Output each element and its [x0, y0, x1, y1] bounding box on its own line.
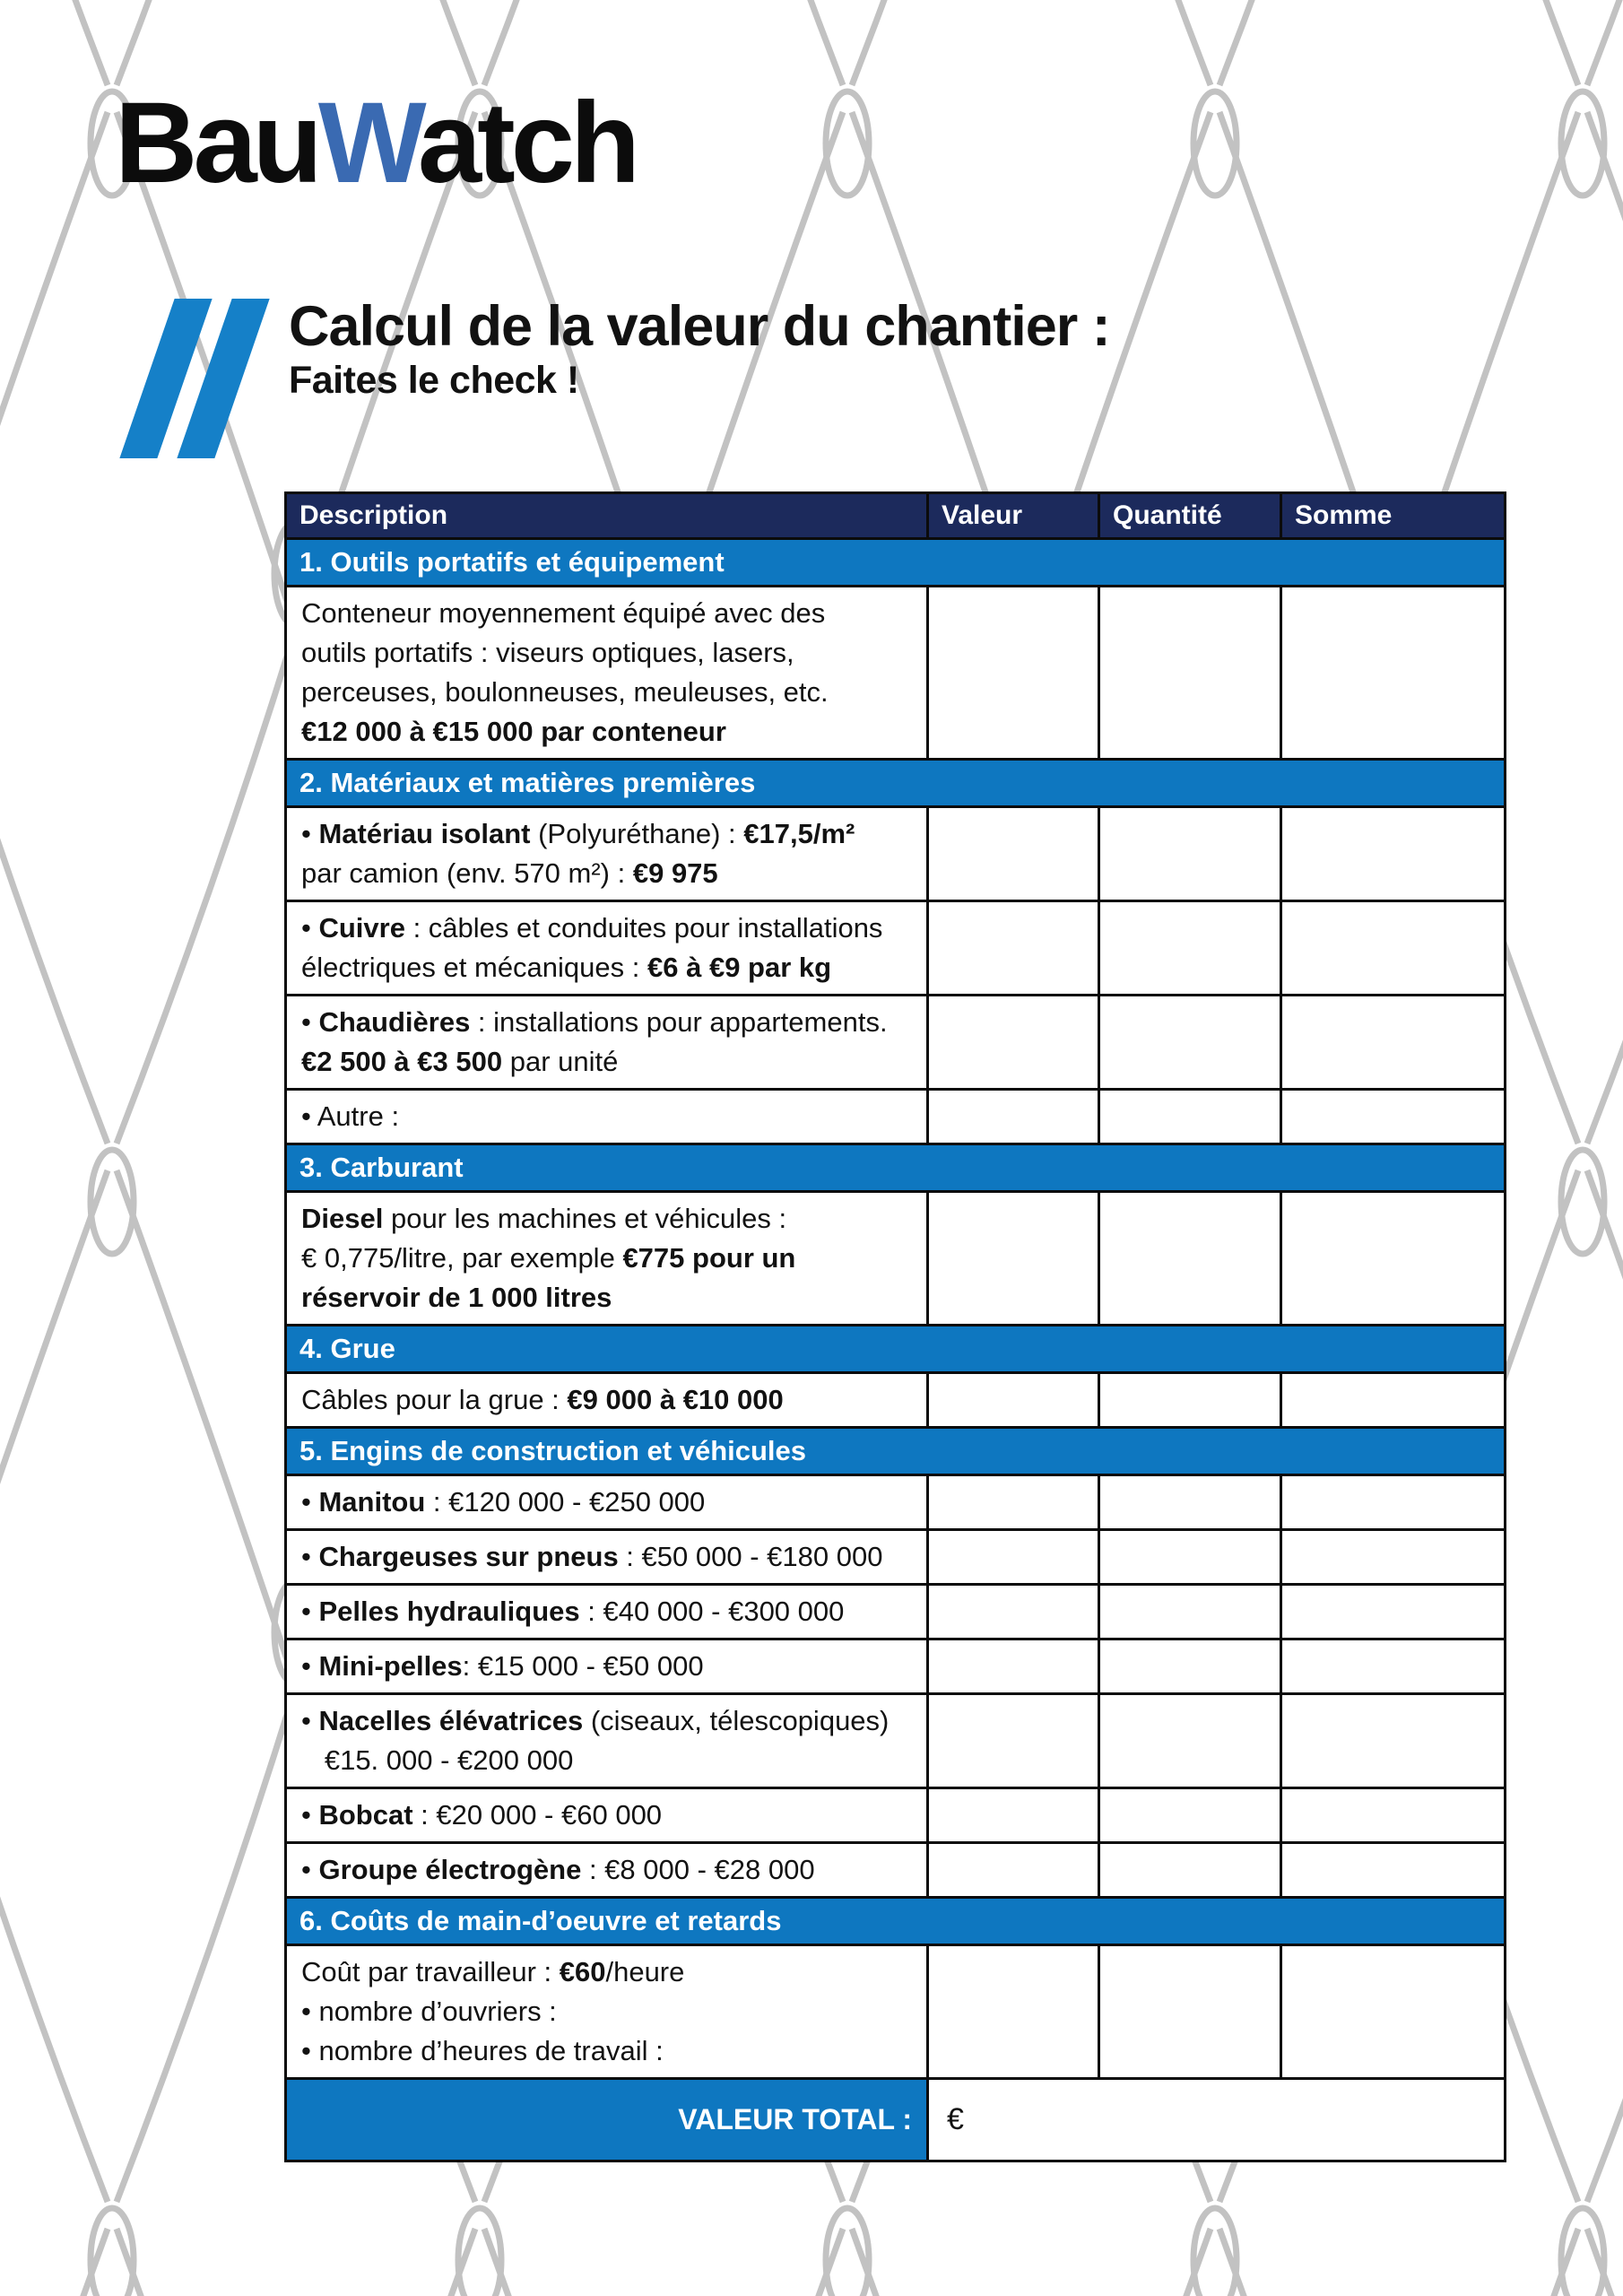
total-value-cell: € — [928, 2079, 1506, 2161]
section-title: 3. Carburant — [286, 1144, 1506, 1192]
description-cell: • Nacelles élévatrices (ciseaux, télescopiques) €15. 000 - €200 000 — [286, 1694, 928, 1788]
quantite-cell — [1099, 1843, 1281, 1898]
total-label-cell: VALEUR TOTAL : — [286, 2079, 928, 2161]
quantite-cell — [1099, 1530, 1281, 1585]
section-header-row — [286, 760, 1506, 807]
somme-cell — [1281, 901, 1506, 996]
somme-cell — [1281, 807, 1506, 901]
table-row — [286, 1192, 1506, 1326]
title-block — [289, 296, 1110, 403]
table-row — [286, 807, 1506, 901]
somme-cell — [1281, 1530, 1506, 1585]
table-body — [286, 539, 1506, 2161]
table-row — [286, 1843, 1506, 1898]
description-cell: • Mini-pelles: €15 000 - €50 000 — [286, 1639, 928, 1694]
description-cell: • Matériau isolant (Polyuréthane) : €17,5/m² par camion (env. 570 m²) : €9 975 — [286, 807, 928, 901]
quantite-cell — [1099, 1585, 1281, 1639]
section-title: 2. Matériaux et matières premières — [286, 760, 1506, 807]
somme-cell — [1281, 1639, 1506, 1694]
section-title: 6. Coûts de main-d’oeuvre et retards — [286, 1898, 1506, 1945]
section-header-row — [286, 1144, 1506, 1192]
valeur-cell — [928, 807, 1099, 901]
section-title: 4. Grue — [286, 1326, 1506, 1373]
description-cell: Diesel pour les machines et véhicules : € 0,775/litre, par exemple €775 pour un réservoir de 1 000 litres — [286, 1192, 928, 1326]
quantite-cell — [1099, 1639, 1281, 1694]
section-header-row — [286, 1428, 1506, 1475]
description-cell: • Groupe électrogène : €8 000 - €28 000 — [286, 1843, 928, 1898]
quantite-cell — [1099, 1945, 1281, 2079]
valeur-cell — [928, 1373, 1099, 1428]
page-title: Calcul de la valeur du chantier : — [289, 295, 1110, 358]
section-title: 1. Outils portatifs et équipement — [286, 539, 1506, 587]
section-title: 5. Engins de construction et véhicules — [286, 1428, 1506, 1475]
quantite-cell — [1099, 1090, 1281, 1144]
valeur-cell — [928, 1585, 1099, 1639]
somme-cell — [1281, 1843, 1506, 1898]
valuation-table — [284, 491, 1506, 2162]
quantite-cell — [1099, 1192, 1281, 1326]
somme-cell — [1281, 1585, 1506, 1639]
total-row — [286, 2079, 1506, 2161]
valeur-cell — [928, 1090, 1099, 1144]
description-cell: • Autre : — [286, 1090, 928, 1144]
table-row — [286, 996, 1506, 1090]
table-row — [286, 1475, 1506, 1530]
quantite-cell — [1099, 1373, 1281, 1428]
somme-cell — [1281, 1192, 1506, 1326]
page-subtitle: Faites le check ! — [289, 359, 579, 403]
table-head-row — [286, 493, 1506, 539]
somme-cell — [1281, 996, 1506, 1090]
quantite-cell — [1099, 587, 1281, 760]
quantite-cell — [1099, 901, 1281, 996]
description-cell: • Manitou : €120 000 - €250 000 — [286, 1475, 928, 1530]
table-row — [286, 1694, 1506, 1788]
description-cell: • Chaudières : installations pour appartements. €2 500 à €3 500 par unité — [286, 996, 928, 1090]
table-row — [286, 1585, 1506, 1639]
valeur-cell — [928, 1843, 1099, 1898]
table-row — [286, 1945, 1506, 2079]
somme-cell — [1281, 1475, 1506, 1530]
table-row — [286, 1373, 1506, 1428]
somme-cell — [1281, 1694, 1506, 1788]
valeur-cell — [928, 1475, 1099, 1530]
description-cell: • Pelles hydrauliques : €40 000 - €300 000 — [286, 1585, 928, 1639]
somme-cell — [1281, 1373, 1506, 1428]
table-row — [286, 1530, 1506, 1585]
valeur-cell — [928, 1788, 1099, 1843]
quantite-cell — [1099, 807, 1281, 901]
valeur-cell — [928, 996, 1099, 1090]
valeur-cell — [928, 1945, 1099, 2079]
description-cell: • Cuivre : câbles et conduites pour installations électriques et mécaniques : €6 à €9 par kg — [286, 901, 928, 996]
logo-text-bau: Bau — [115, 79, 318, 207]
quantite-cell — [1099, 1694, 1281, 1788]
valeur-cell — [928, 1192, 1099, 1326]
table-row — [286, 1090, 1506, 1144]
table-row — [286, 1788, 1506, 1843]
bauwatch-logo — [115, 79, 637, 207]
column-header-quantite: Quantité — [1099, 493, 1281, 539]
valeur-cell — [928, 1639, 1099, 1694]
description-cell: Câbles pour la grue : €9 000 à €10 000 — [286, 1373, 928, 1428]
quantite-cell — [1099, 996, 1281, 1090]
somme-cell — [1281, 587, 1506, 760]
valeur-cell — [928, 587, 1099, 760]
section-header-row — [286, 1898, 1506, 1945]
logo-w-mark: W — [317, 79, 418, 207]
table-row — [286, 901, 1506, 996]
quantite-cell — [1099, 1788, 1281, 1843]
table-row — [286, 1639, 1506, 1694]
description-cell: • Bobcat : €20 000 - €60 000 — [286, 1788, 928, 1843]
valeur-cell — [928, 1694, 1099, 1788]
somme-cell — [1281, 1788, 1506, 1843]
table-row — [286, 587, 1506, 760]
valeur-cell — [928, 901, 1099, 996]
column-header-somme: Somme — [1281, 493, 1506, 539]
section-header-row — [286, 1326, 1506, 1373]
column-header-description: Description — [286, 493, 928, 539]
valeur-cell — [928, 1530, 1099, 1585]
somme-cell — [1281, 1945, 1506, 2079]
logo-text-atch: atch — [417, 79, 637, 207]
column-header-valeur: Valeur — [928, 493, 1099, 539]
somme-cell — [1281, 1090, 1506, 1144]
section-header-row — [286, 539, 1506, 587]
double-slash-icon — [135, 299, 251, 458]
description-cell: • Chargeuses sur pneus : €50 000 - €180 000 — [286, 1530, 928, 1585]
description-cell: Conteneur moyennement équipé avec des outils portatifs : viseurs optiques, lasers, perceuses, boulonneuses, meuleuses, etc. €12 000 à €15 000 par conteneur — [286, 587, 928, 760]
quantite-cell — [1099, 1475, 1281, 1530]
description-cell: Coût par travailleur : €60/heure • nombre d’ouvriers : • nombre d’heures de travail : — [286, 1945, 928, 2079]
